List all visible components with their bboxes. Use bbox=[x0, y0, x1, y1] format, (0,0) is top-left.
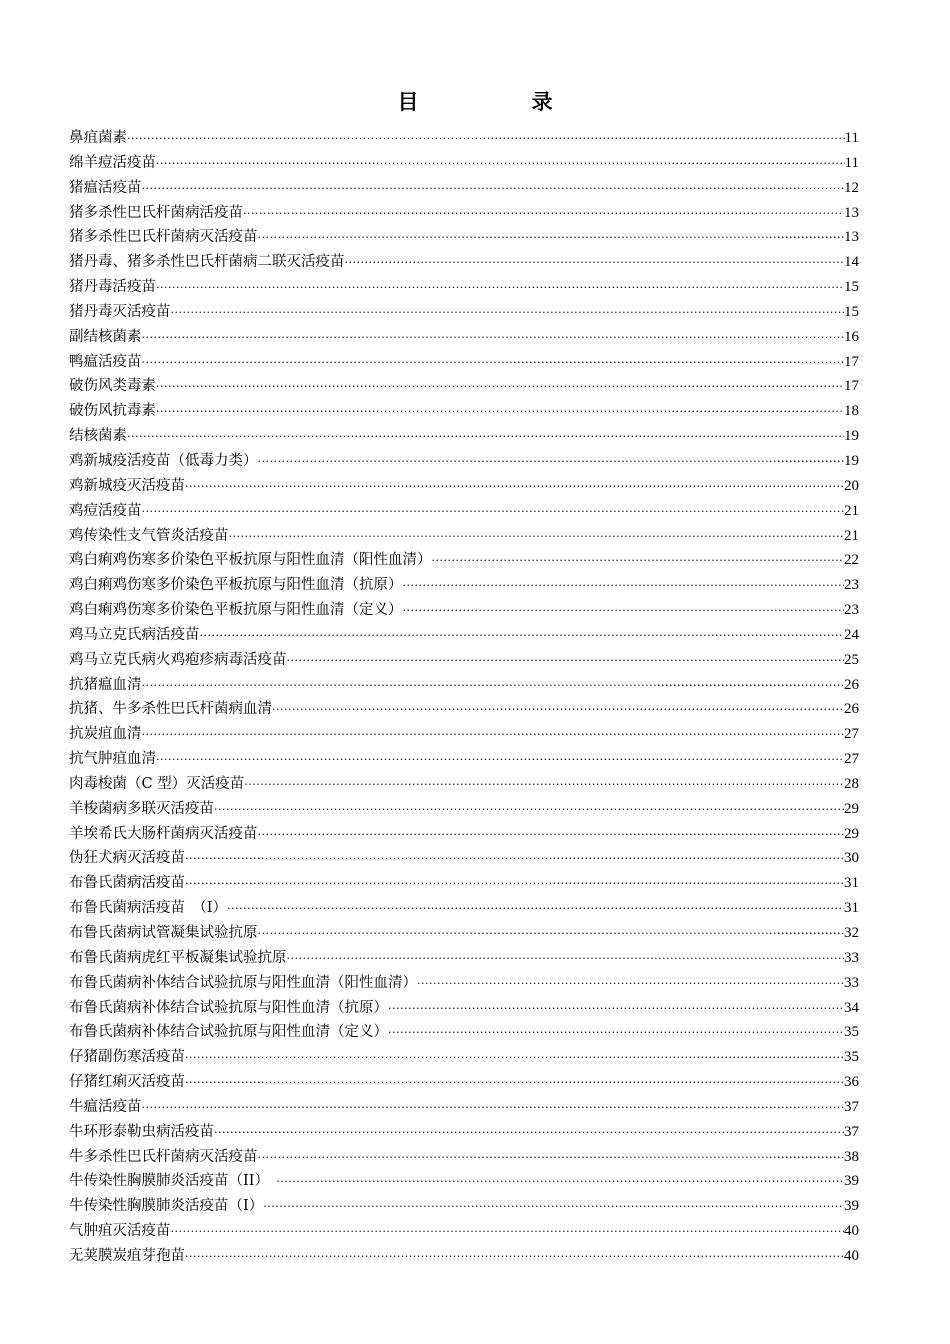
table-of-contents bbox=[69, 126, 859, 1269]
toc-entry-title: 牛环形泰勒虫病活疫苗 bbox=[69, 1123, 214, 1140]
toc-entry-title: 气肿疽灭活疫苗 bbox=[69, 1223, 171, 1240]
toc-entry[interactable] bbox=[69, 399, 859, 424]
toc-entry[interactable] bbox=[69, 573, 859, 598]
dot-leader bbox=[156, 276, 844, 301]
toc-entry-page-number: 20 bbox=[844, 477, 859, 494]
toc-entry[interactable] bbox=[69, 300, 859, 325]
toc-entry-title: 抗猪瘟血清 bbox=[69, 676, 142, 693]
toc-entry-title: 猪多杀性巴氏杆菌病灭活疫苗 bbox=[69, 229, 258, 246]
toc-entry[interactable] bbox=[69, 524, 859, 549]
toc-entry[interactable] bbox=[69, 673, 859, 698]
dot-leader bbox=[142, 500, 845, 525]
dot-leader bbox=[403, 574, 845, 599]
dot-leader bbox=[156, 748, 844, 773]
toc-entry-page-number: 14 bbox=[844, 254, 859, 271]
dot-leader bbox=[171, 1220, 845, 1245]
toc-entry-title: 鼻疽菌素 bbox=[69, 130, 127, 146]
toc-entry[interactable] bbox=[69, 1120, 859, 1145]
dot-leader bbox=[258, 922, 845, 947]
toc-entry-page-number: 19 bbox=[844, 428, 859, 445]
toc-entry-page-number: 35 bbox=[844, 1049, 859, 1066]
toc-entry-title: 鸡马立克氏病活疫苗 bbox=[69, 626, 200, 643]
toc-entry-page-number: 23 bbox=[844, 577, 859, 594]
toc-entry[interactable] bbox=[69, 1095, 859, 1120]
toc-entry-page-number: 21 bbox=[844, 527, 859, 544]
toc-entry-page-number: 26 bbox=[844, 676, 859, 693]
dot-leader bbox=[127, 425, 844, 450]
dot-leader bbox=[403, 599, 845, 624]
toc-entry-page-number: 18 bbox=[844, 403, 859, 420]
dot-leader bbox=[185, 475, 844, 500]
toc-entry[interactable] bbox=[69, 598, 859, 623]
dot-leader bbox=[142, 326, 845, 351]
toc-entry-page-number: 22 bbox=[844, 552, 859, 569]
toc-entry-title: 牛多杀性巴氏杆菌病灭活疫苗 bbox=[69, 1148, 258, 1165]
toc-entry-title: 伪狂犬病灭活疫苗 bbox=[69, 850, 185, 867]
toc-entry[interactable] bbox=[69, 499, 859, 524]
toc-entry[interactable] bbox=[69, 374, 859, 399]
dot-leader bbox=[227, 897, 844, 922]
toc-entry[interactable] bbox=[69, 822, 859, 847]
toc-entry-page-number: 15 bbox=[844, 279, 859, 296]
toc-entry-page-number: 40 bbox=[844, 1247, 859, 1264]
toc-entry-title: 猪瘟活疫苗 bbox=[69, 179, 142, 196]
dot-leader bbox=[185, 847, 844, 872]
toc-entry[interactable] bbox=[69, 896, 859, 921]
toc-entry-title: 鸡马立克氏病火鸡疱疹病毒活疫苗 bbox=[69, 651, 287, 668]
toc-entry-page-number: 17 bbox=[844, 378, 859, 395]
toc-entry[interactable] bbox=[69, 1194, 859, 1219]
toc-entry-page-number: 40 bbox=[844, 1223, 859, 1240]
dot-leader bbox=[258, 226, 845, 251]
dot-leader bbox=[345, 251, 845, 276]
dot-leader bbox=[258, 823, 845, 848]
dot-leader bbox=[388, 997, 844, 1022]
dot-leader bbox=[258, 1146, 845, 1171]
toc-entry-title: 牛传染性胸膜肺炎活疫苗（I） bbox=[69, 1198, 264, 1215]
toc-entry-page-number: 33 bbox=[844, 949, 859, 966]
dot-leader bbox=[185, 872, 844, 897]
dot-leader bbox=[200, 624, 845, 649]
dot-leader bbox=[432, 549, 845, 574]
toc-entry-title: 鸡新城疫灭活疫苗 bbox=[69, 477, 185, 494]
dot-leader bbox=[127, 127, 845, 152]
toc-entry-title: 猪多杀性巴氏杆菌病活疫苗 bbox=[69, 204, 243, 221]
toc-entry[interactable] bbox=[69, 971, 859, 996]
toc-entry-page-number: 12 bbox=[844, 179, 859, 196]
toc-entry-page-number: 29 bbox=[844, 825, 859, 842]
toc-entry-page-number: 36 bbox=[844, 1074, 859, 1091]
toc-entry[interactable] bbox=[69, 275, 859, 300]
dot-leader bbox=[229, 525, 845, 550]
dot-leader bbox=[142, 723, 845, 748]
toc-entry[interactable] bbox=[69, 797, 859, 822]
toc-entry-page-number: 24 bbox=[844, 626, 859, 643]
dot-leader bbox=[287, 649, 845, 674]
dot-leader bbox=[185, 1071, 844, 1096]
toc-entry[interactable] bbox=[69, 424, 859, 449]
dot-leader bbox=[214, 798, 844, 823]
toc-entry-page-number: 30 bbox=[844, 850, 859, 867]
toc-entry[interactable] bbox=[69, 623, 859, 648]
toc-entry-page-number: 35 bbox=[844, 1024, 859, 1041]
toc-entry-page-number: 31 bbox=[844, 900, 859, 917]
dot-leader bbox=[142, 351, 845, 376]
toc-entry[interactable] bbox=[69, 350, 859, 375]
toc-entry-title: 鸡痘活疫苗 bbox=[69, 502, 142, 519]
toc-entry-title: 牛瘟活疫苗 bbox=[69, 1098, 142, 1115]
toc-entry-page-number: 38 bbox=[844, 1148, 859, 1165]
toc-entry-title: 绵羊痘活疫苗 bbox=[69, 154, 156, 171]
toc-entry[interactable] bbox=[69, 722, 859, 747]
toc-entry-title: 猪丹毒活疫苗 bbox=[69, 279, 156, 296]
dot-leader bbox=[243, 202, 844, 227]
toc-entry[interactable] bbox=[69, 474, 859, 499]
toc-entry[interactable] bbox=[69, 996, 859, 1021]
toc-entry-title: 破伤风抗毒素 bbox=[69, 403, 156, 420]
dot-leader bbox=[276, 1170, 844, 1195]
toc-entry-title: 抗猪、牛多杀性巴氏杆菌病血清 bbox=[69, 701, 272, 718]
toc-entry-title: 羊埃希氏大肠杆菌病灭活疫苗 bbox=[69, 825, 258, 842]
toc-entry-title: 抗气肿疽血清 bbox=[69, 751, 156, 768]
toc-entry[interactable] bbox=[69, 846, 859, 871]
toc-entry-page-number: 31 bbox=[844, 875, 859, 892]
page-title: 目 录 bbox=[397, 90, 599, 114]
toc-entry-title: 布鲁氏菌病活疫苗 bbox=[69, 875, 185, 892]
toc-entry-page-number: 11 bbox=[844, 130, 859, 146]
toc-entry-title: 抗炭疽血清 bbox=[69, 726, 142, 743]
dot-leader bbox=[272, 698, 844, 723]
toc-entry-page-number: 27 bbox=[844, 726, 859, 743]
toc-entry-title: 布鲁氏菌病虎红平板凝集试验抗原 bbox=[69, 949, 287, 966]
toc-entry-title: 鸡白痢鸡伤寒多价染色平板抗原与阳性血清（定义） bbox=[69, 602, 403, 619]
toc-entry-page-number: 23 bbox=[844, 602, 859, 619]
toc-entry[interactable] bbox=[69, 1145, 859, 1170]
toc-entry-page-number: 15 bbox=[844, 303, 859, 320]
dot-leader bbox=[185, 1245, 844, 1270]
toc-entry-title: 副结核菌素 bbox=[69, 328, 142, 345]
toc-entry-title: 仔猪副伤寒活疫苗 bbox=[69, 1049, 185, 1066]
dot-leader bbox=[214, 1121, 844, 1146]
dot-leader bbox=[142, 1096, 845, 1121]
toc-entry[interactable] bbox=[69, 548, 859, 573]
toc-entry-title: 肉毒梭菌（C 型）灭活疫苗 bbox=[69, 775, 245, 792]
dot-leader bbox=[244, 773, 844, 798]
toc-entry[interactable] bbox=[69, 250, 859, 275]
toc-entry-page-number: 34 bbox=[844, 999, 859, 1016]
toc-entry-title: 猪丹毒、猪多杀性巴氏杆菌病二联灭活疫苗 bbox=[69, 254, 345, 271]
dot-leader bbox=[417, 972, 844, 997]
toc-entry[interactable] bbox=[69, 697, 859, 722]
dot-leader bbox=[185, 1046, 844, 1071]
toc-entry-title: 羊梭菌病多联灭活疫苗 bbox=[69, 800, 214, 817]
toc-entry-page-number: 27 bbox=[844, 751, 859, 768]
dot-leader bbox=[388, 1021, 844, 1046]
toc-entry-page-number: 25 bbox=[844, 651, 859, 668]
toc-entry[interactable] bbox=[69, 225, 859, 250]
toc-entry-page-number: 13 bbox=[844, 229, 859, 246]
toc-entry-page-number: 32 bbox=[844, 925, 859, 941]
toc-entry[interactable] bbox=[69, 176, 859, 201]
toc-entry-page-number: 21 bbox=[844, 502, 859, 519]
toc-entry[interactable] bbox=[69, 1219, 859, 1244]
dot-leader bbox=[171, 301, 845, 326]
toc-entry-page-number: 29 bbox=[844, 800, 859, 817]
dot-leader bbox=[258, 450, 845, 475]
dot-leader bbox=[142, 674, 845, 699]
toc-entry-title: 无荚膜炭疽芽孢苗 bbox=[69, 1247, 185, 1264]
toc-entry[interactable] bbox=[69, 772, 859, 797]
toc-entry[interactable] bbox=[69, 648, 859, 673]
dot-leader bbox=[263, 1195, 844, 1220]
toc-entry[interactable] bbox=[69, 1020, 859, 1045]
toc-entry-title: 鸡新城疫活疫苗（低毒力类） bbox=[69, 452, 258, 469]
toc-entry-title: 破伤风类毒素 bbox=[69, 378, 156, 395]
toc-entry-title: 布鲁氏菌病补体结合试验抗原与阳性血清（抗原） bbox=[69, 999, 388, 1016]
toc-entry[interactable] bbox=[69, 1045, 859, 1070]
toc-entry-page-number: 26 bbox=[844, 701, 859, 718]
toc-entry-title: 鸡传染性支气管炎活疫苗 bbox=[69, 527, 229, 544]
dot-leader bbox=[156, 375, 844, 400]
dot-leader bbox=[142, 177, 845, 202]
toc-entry-page-number: 28 bbox=[844, 775, 859, 792]
toc-entry-title: 仔猪红痢灭活疫苗 bbox=[69, 1074, 185, 1091]
toc-entry[interactable] bbox=[69, 871, 859, 896]
toc-entry-page-number: 39 bbox=[844, 1198, 859, 1215]
dot-leader bbox=[156, 152, 845, 177]
toc-entry-title: 结核菌素 bbox=[69, 428, 127, 445]
toc-entry-page-number: 33 bbox=[844, 974, 859, 991]
toc-entry-page-number: 13 bbox=[844, 204, 859, 221]
toc-entry-page-number: 17 bbox=[844, 353, 859, 370]
toc-entry-title: 布鲁氏菌病补体结合试验抗原与阳性血清（阳性血清） bbox=[69, 974, 417, 991]
toc-entry-title: 猪丹毒灭活疫苗 bbox=[69, 303, 171, 320]
toc-entry[interactable] bbox=[69, 1070, 859, 1095]
toc-entry-page-number: 16 bbox=[844, 328, 859, 345]
toc-entry-title: 布鲁氏菌病补体结合试验抗原与阳性血清（定义） bbox=[69, 1024, 388, 1041]
toc-entry-page-number: 39 bbox=[844, 1173, 859, 1190]
toc-entry[interactable] bbox=[69, 325, 859, 350]
toc-entry-page-number: 11 bbox=[844, 154, 859, 171]
toc-entry-page-number: 37 bbox=[844, 1123, 859, 1140]
toc-entry-page-number: 19 bbox=[844, 452, 859, 469]
toc-entry-page-number: 37 bbox=[844, 1098, 859, 1115]
toc-entry-title: 鸡白痢鸡伤寒多价染色平板抗原与阳性血清（阳性血清） bbox=[69, 552, 432, 569]
toc-entry[interactable] bbox=[69, 1169, 859, 1194]
toc-entry[interactable] bbox=[69, 126, 859, 151]
dot-leader bbox=[156, 400, 844, 425]
toc-entry-title: 鸭瘟活疫苗 bbox=[69, 353, 142, 370]
toc-entry-title: 鸡白痢鸡伤寒多价染色平板抗原与阳性血清（抗原） bbox=[69, 577, 403, 594]
toc-entry[interactable] bbox=[69, 1244, 859, 1269]
toc-entry-title: 布鲁氏菌病活疫苗 （I） bbox=[69, 900, 227, 917]
toc-entry[interactable] bbox=[69, 747, 859, 772]
toc-entry[interactable] bbox=[69, 946, 859, 971]
toc-entry-title: 牛传染性胸膜肺炎活疫苗（II） bbox=[69, 1173, 277, 1190]
toc-entry[interactable] bbox=[69, 921, 859, 946]
toc-entry[interactable] bbox=[69, 151, 859, 176]
toc-entry-title: 布鲁氏菌病试管凝集试验抗原 bbox=[69, 925, 258, 941]
dot-leader bbox=[287, 947, 845, 972]
toc-entry[interactable] bbox=[69, 201, 859, 226]
toc-entry[interactable] bbox=[69, 449, 859, 474]
